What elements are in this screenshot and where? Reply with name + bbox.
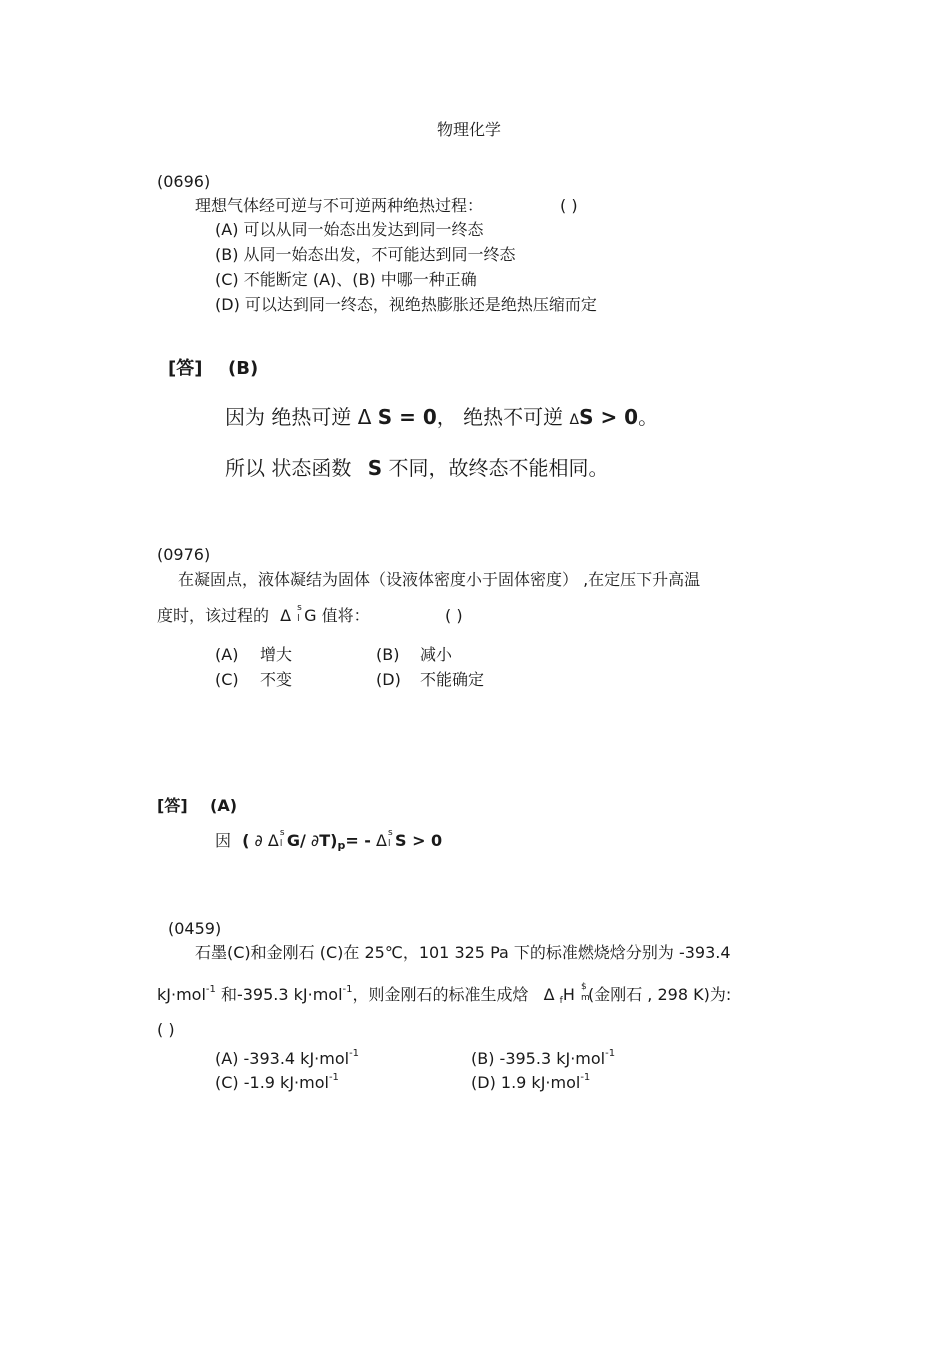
explanation-text: 因为 绝热可逆 [225, 405, 352, 429]
option-b-text: 减小 [420, 645, 453, 664]
partial-symbol: ∂ [310, 831, 320, 850]
standard-state-marker: $ m [580, 981, 590, 1003]
option-a: (A) 可以从同一始态出发达到同一终态 [215, 220, 484, 239]
option-c-label: (C) [215, 670, 239, 689]
answer-blank: ( ) [157, 1020, 175, 1039]
question-code: (0976) [157, 545, 211, 564]
formula-part: = - [345, 831, 371, 850]
option-b-label: (B) [376, 645, 400, 664]
option-text: (D) 1.9 kJ·mol [471, 1073, 581, 1092]
unit-exponent: -1 [580, 1072, 591, 1083]
phase-transition-marker: s l [279, 827, 285, 849]
answer-blank: ( ) [445, 606, 463, 625]
question-code: (0459) [168, 919, 222, 938]
option-d [471, 1068, 590, 1093]
question-stem: 石墨(C)和金刚石 (C)在 25℃，101 325 Pa 下的标准燃烧焓分别为 -393.4 [195, 943, 731, 962]
formation-subscript: f [559, 996, 563, 1006]
question-stem: 在凝固点，液体凝结为固体（设液体密度小于固体密度） ,在定压下升高温 [178, 570, 701, 589]
formula-part: G/ [286, 831, 306, 850]
option-d: (D) 可以达到同一终态，视绝热膨胀还是绝热压缩而定 [215, 295, 597, 314]
equation: S > 0 [579, 405, 639, 429]
unit-exponent: -1 [342, 984, 353, 995]
option-d-text: 不能确定 [420, 670, 485, 689]
explanation-line-1 [225, 404, 658, 433]
equation: S = 0 [377, 405, 437, 429]
formula-part: S > 0 [394, 831, 443, 850]
option-a-label: (A) [215, 645, 239, 664]
option-c-text: 不变 [260, 670, 293, 689]
answer-blank: ( ) [560, 196, 578, 215]
phase-transition-marker: s l [387, 827, 393, 849]
delta-symbol: Δ [569, 412, 580, 428]
answer-value: (B) [228, 358, 259, 379]
question-text: (金刚石 , 298 K)为: [587, 985, 732, 1004]
state-function-symbol: S [367, 456, 383, 480]
unit-exponent: -1 [328, 1072, 339, 1083]
unit-exponent: -1 [205, 984, 216, 995]
pressure-subscript: p [337, 839, 346, 852]
delta-symbol: Δ [376, 831, 387, 850]
delta-symbol: Δ [267, 831, 279, 850]
explanation-text: 不同，故终态不能相同。 [388, 456, 609, 480]
unit-text: kJ·mol [157, 985, 206, 1004]
answer-label: [答] [168, 358, 203, 379]
option-d-label: (D) [376, 670, 401, 689]
option-c: (C) 不能断定 (A)、(B) 中哪一种正确 [215, 270, 477, 289]
option-text: (A) -393.4 kJ·mol [215, 1049, 350, 1068]
option-b [471, 1044, 615, 1069]
formula-paren: ( [242, 831, 250, 850]
partial-symbol: ∂ [254, 831, 263, 850]
question-text: 度时，该过程的 [157, 606, 270, 625]
option-c [215, 1068, 339, 1093]
explanation-line-2 [225, 455, 608, 481]
explanation-line [215, 827, 443, 856]
gibbs-symbol: G [304, 606, 317, 625]
question-stem-2 [157, 602, 370, 627]
option-text: (C) -1.9 kJ·mol [215, 1073, 329, 1092]
question-code: (0696) [157, 172, 211, 191]
question-stem-2 [157, 980, 731, 1011]
answer-label: [答] [157, 796, 188, 815]
explanation-text: 。 [638, 405, 659, 429]
delta-symbol: Δ [357, 405, 372, 429]
delta-symbol: Δ [280, 606, 292, 625]
option-a [215, 1044, 359, 1069]
option-a-text: 增大 [260, 645, 293, 664]
explanation-text: ， 绝热不可逆 [436, 405, 564, 429]
delta-symbol: Δ [543, 985, 555, 1004]
option-text: (B) -395.3 kJ·mol [471, 1049, 606, 1068]
question-text: 和-395.3 kJ·mol [220, 985, 343, 1004]
question-text: 值将： [321, 606, 370, 625]
enthalpy-symbol: H [562, 985, 575, 1004]
explanation-text: 所以 状态函数 [225, 456, 352, 480]
question-stem: 理想气体经可逆与不可逆两种绝热过程： [195, 196, 484, 215]
question-text: ，则金刚石的标准生成焓 [352, 985, 529, 1004]
unit-exponent: -1 [605, 1048, 616, 1059]
page-title: 物理化学 [437, 120, 502, 139]
unit-exponent: -1 [349, 1048, 360, 1059]
explanation-text: 因 [215, 831, 232, 850]
phase-transition-marker: s l [297, 602, 302, 624]
formula-part: T) [319, 831, 338, 850]
answer-value: (A) [210, 796, 238, 815]
option-b: (B) 从同一始态出发，不可能达到同一终态 [215, 245, 516, 264]
